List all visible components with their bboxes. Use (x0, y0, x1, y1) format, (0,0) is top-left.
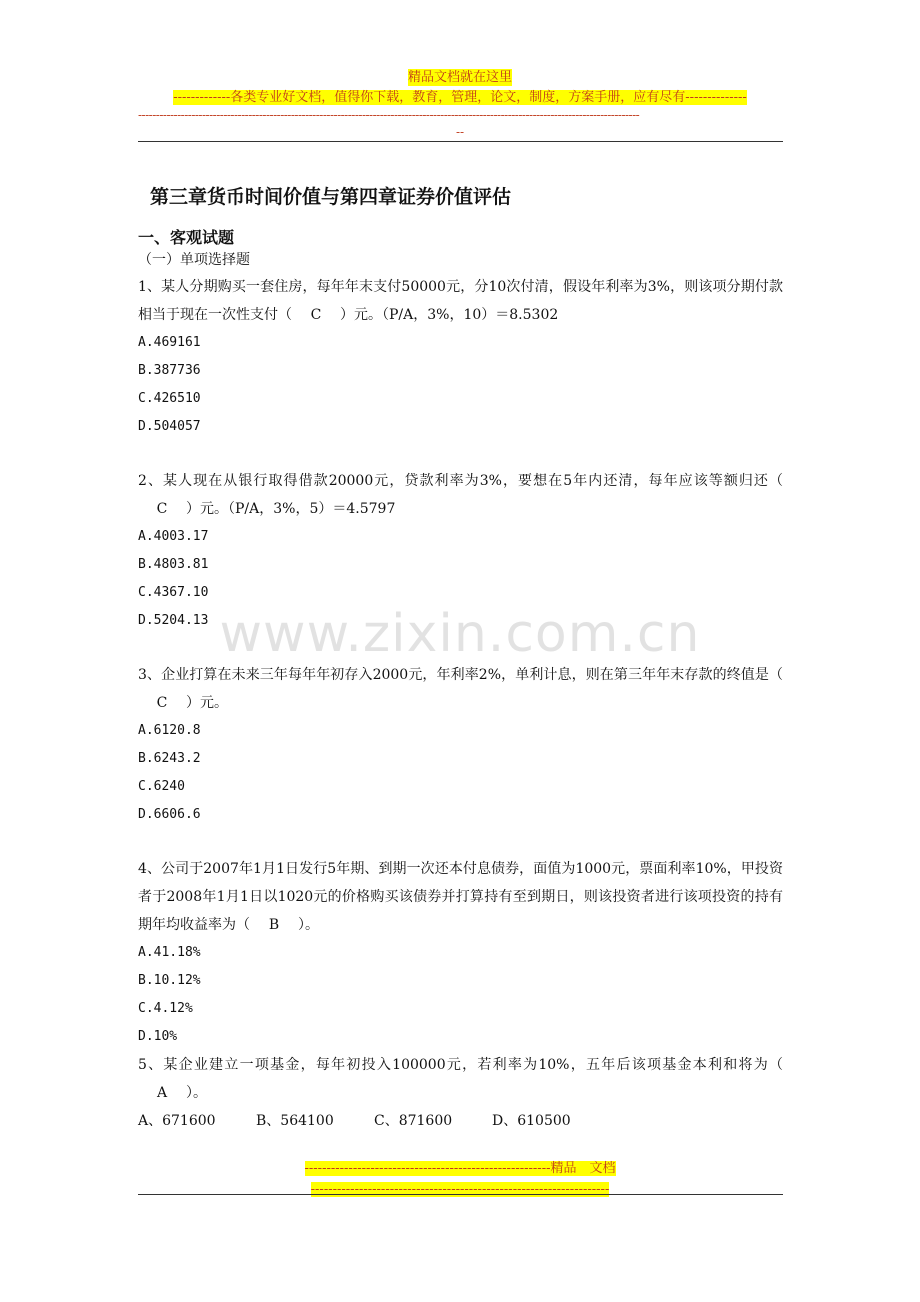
option-4c: C.4.12% (138, 1001, 193, 1016)
question-1: 1、某人分期购买一套住房，每年年末支付50000元，分10次付清，假设年利率为3%，则该项分期付款相当于现在一次性支付（ C ）元。（P/A，3%，10）＝8.5302 (138, 273, 783, 329)
footer-divider (138, 1194, 783, 1195)
question-2: 2、某人现在从银行取得借款20000元，贷款利率为3%，要想在5年内还清，每年应该等额归还（C ）元。（P/A，3%，5）＝4.5797 (138, 467, 783, 523)
option-3c: C.6240 (138, 779, 185, 794)
option-1a: A.469161 (138, 335, 201, 350)
option-1c: C.426510 (138, 391, 201, 406)
option-1d: D.504057 (138, 419, 201, 434)
answer-1: C (310, 307, 322, 323)
header-slogan-highlight: -------------各类专业好文档，值得你下载，教育，管理，论文，制度，方案手册，应有尽有-------------- (173, 90, 747, 105)
option-1b: B.387736 (138, 363, 201, 378)
option-3a: A.6120.8 (138, 723, 201, 738)
option-4a: A.41.18% (138, 945, 201, 960)
option-5d: D、610500 (492, 1113, 571, 1129)
answer-2: C (156, 501, 168, 517)
spacer (138, 635, 783, 661)
option-2d: D.5204.13 (138, 613, 209, 628)
header-dash-rule: --------------------------------------------------------------------------------------------------------------------------------------------- (138, 108, 640, 122)
option-3b: B.6243.2 (138, 751, 201, 766)
spacer (138, 441, 783, 467)
section-heading: 一、客观试题 (138, 228, 235, 247)
option-2c: C.4367.10 (138, 585, 209, 600)
header-line-2 (0, 86, 920, 105)
question-5: 5、某企业建立一项基金，每年初投入100000元，若利率为10%，五年后该项基金本利和将为（A ）。 (138, 1051, 783, 1107)
footer-highlight-2: -------------------------------------------------------------------- (310, 1182, 610, 1197)
option-2a: A.4003.17 (138, 529, 209, 544)
answer-3: C (156, 695, 168, 711)
watermark: www.zixin.com.cn (219, 604, 701, 664)
question-3: 3、企业打算在未来三年每年年初存入2000元，年利率2%，单利计息，则在第三年年末存款的终值是（C ）元。 (138, 661, 783, 717)
option-4b: B.10.12% (138, 973, 201, 988)
subsection-heading: （一）单项选择题 (138, 252, 250, 268)
option-3d: D.6606.6 (138, 807, 201, 822)
footer-highlight-1: --------------------------------------------------------精品 文档 (304, 1161, 616, 1176)
header-divider (138, 141, 783, 142)
option-2b: B.4803.81 (138, 557, 209, 572)
header-line-1 (0, 66, 920, 85)
option-5b: B、564100 (256, 1113, 334, 1129)
option-4d: D.10% (138, 1029, 178, 1044)
spacer (138, 829, 783, 855)
question-5-options (138, 1107, 783, 1135)
option-5a: A、671600 (138, 1113, 216, 1129)
header-title-highlight: 精品文档就在这里 (407, 70, 512, 85)
question-4: 4、公司于2007年1月1日发行5年期、到期一次还本付息债券，面值为1000元，票面利率10%，甲投资者于2008年1月1日以1020元的价格购买该债券并打算持有至到期日，则该投资者进行该项投资的持有期年均收益率为（ B ）。 (138, 855, 783, 939)
option-5c: C、871600 (374, 1113, 453, 1129)
header-dash-tail: -- (455, 125, 465, 139)
footer-line-1 (0, 1157, 920, 1176)
question-list (138, 273, 783, 1135)
page-title: 第三章货币时间价值与第四章证券价值评估 (150, 186, 512, 208)
answer-5: A (156, 1085, 168, 1101)
answer-4: B (268, 917, 280, 933)
